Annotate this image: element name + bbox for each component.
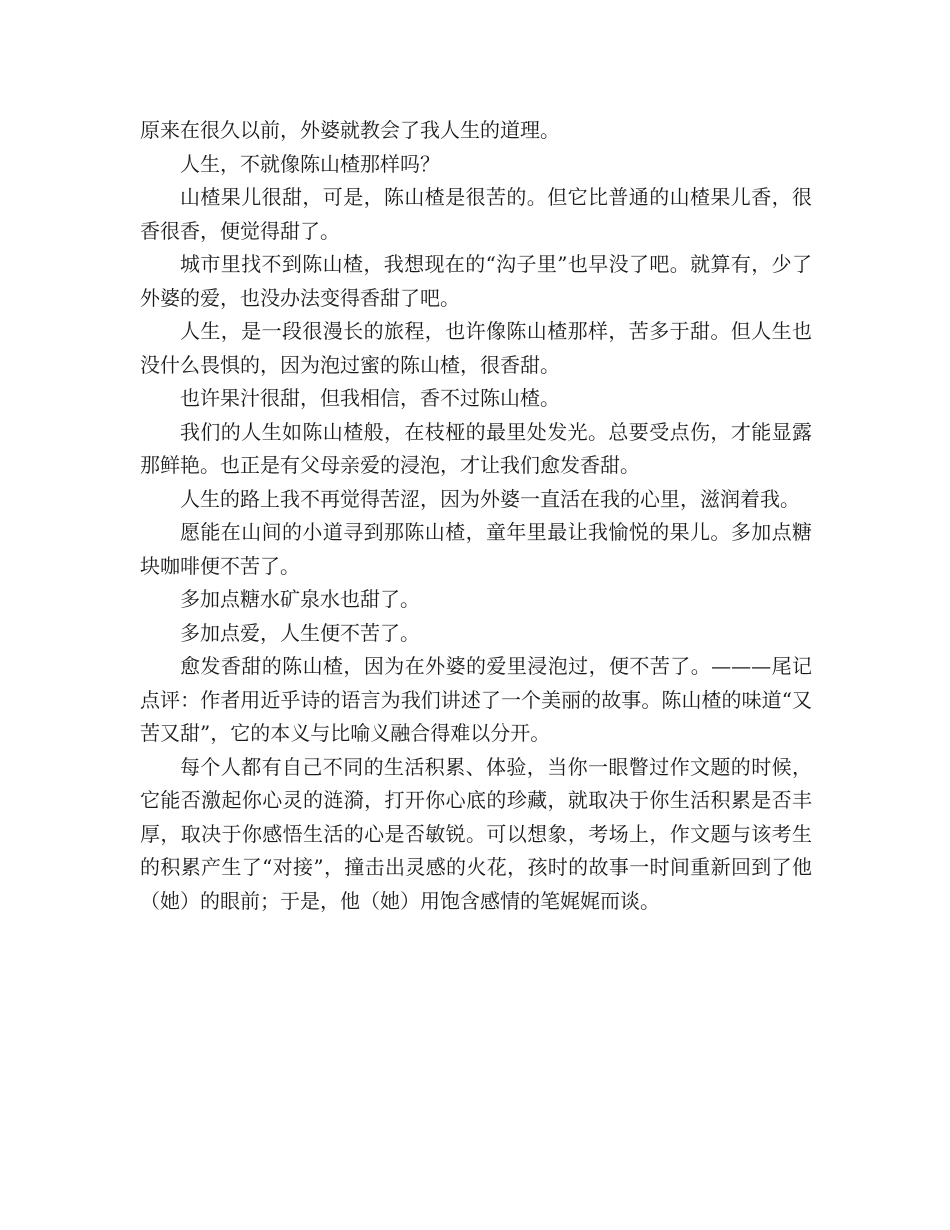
paragraph-10: 多加点糖水矿泉水也甜了。	[180, 587, 420, 611]
paragraph-2: 人生，不就像陈山楂那样吗？	[180, 151, 440, 176]
paragraph-13: 每个人都有自己不同的生活积累、体验，当你一眼瞥过作文题的时候，它能否激起你心灵的涟漪，打开你心底的珍藏，就取决于你生活积累是否丰厚，取决于你感悟生活的心是否敏锐。可以想象，考场上，作文题与该考生的积累产生了“对接”，撞击出灵感的火花，孩时的故事一时间重新回到了他（她）的眼前；于是，他（她）用饱含感情的笔娓娓而谈。	[140, 754, 812, 913]
paragraph-4: 城市里找不到陈山楂，我想现在的“沟子里”也早没了吧。就算有，少了外婆的爱，也没办法变得香甜了吧。	[140, 252, 812, 310]
document-body	[140, 114, 812, 918]
paragraph-3: 山楂果儿很甜，可是，陈山楂是很苦的。但它比普通的山楂果儿香，很香很香，便觉得甜了。	[140, 185, 812, 243]
paragraph-8: 人生的路上我不再觉得苦涩，因为外婆一直活在我的心里，滋润着我。	[180, 486, 800, 511]
paragraph-1: 原来在很久以前，外婆就教会了我人生的道理。	[140, 118, 560, 142]
paragraph-9: 愿能在山间的小道寻到那陈山楂，童年里最让我愉悦的果儿。多加点糖块咖啡便不苦了。	[140, 520, 812, 578]
paragraph-7: 我们的人生如陈山楂般，在枝桠的最里处发光。总要受点伤，才能显露那鲜艳。也正是有父母亲爱的浸泡，才让我们愈发香甜。	[140, 419, 812, 477]
paragraph-6: 也许果汁很甜，但我相信，香不过陈山楂。	[180, 386, 560, 410]
paragraph-5: 人生，是一段很漫长的旅程，也许像陈山楂那样，苦多于甜。但人生也没什么畏惧的，因为泡过蜜的陈山楂，很香甜。	[140, 319, 812, 377]
paragraph-11: 多加点爱，人生便不苦了。	[180, 620, 420, 645]
paragraph-12: 愈发香甜的陈山楂，因为在外婆的爱里浸泡过，便不苦了。———尾记点评：作者用近乎诗的语言为我们讲述了一个美丽的故事。陈山楂的味道“又苦又甜”，它的本义与比喻义融合得难以分开。	[140, 654, 812, 745]
